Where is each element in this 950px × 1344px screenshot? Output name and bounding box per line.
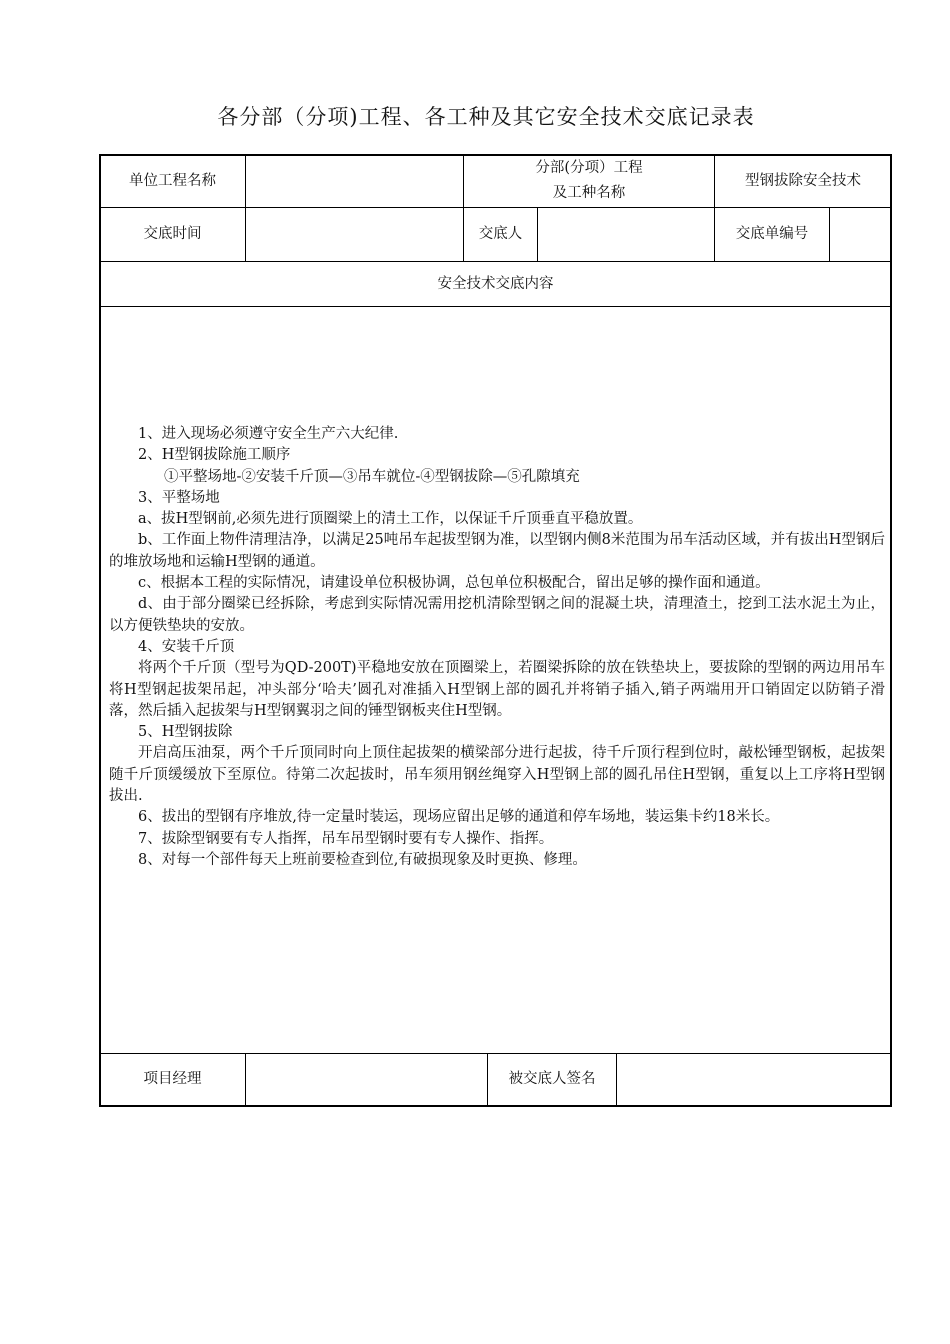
- disclosure-time-label: 交底时间: [143, 226, 202, 242]
- content-paragraph: 3、平整场地: [138, 489, 220, 506]
- sub-project-field[interactable]: 型钢拔除安全技术: [745, 172, 861, 189]
- disclosure-time-field[interactable]: [246, 208, 463, 261]
- content-paragraph: 1、进入现场必须遵守安全生产六大纪律.: [138, 426, 399, 442]
- content-paragraph: d、由于部分圈梁已经拆除，考虑到实际情况需用挖机清除型钢之间的混凝土块，清理渣土，挖到工法水泥土为止，以方便铁垫块的安放。: [109, 596, 885, 634]
- project-manager-field[interactable]: [246, 1054, 487, 1105]
- content-paragraph: 5、H型钢拔除: [138, 724, 233, 741]
- sub-project-label-line2: 及工种名称: [552, 185, 626, 201]
- project-manager-label: 项目经理: [143, 1071, 202, 1087]
- row-divider: [100, 306, 891, 307]
- content-paragraph: a、拔H型钢前,必须先进行顶圈梁上的清土工作，以保证千斤顶垂直平稳放置。: [138, 511, 643, 528]
- content-paragraph: 将两个千斤顶（型号为QD-200T)平稳地安放在顶圈梁上，若圈梁拆除的放在铁垫块上，要拔除的型钢的两边用吊车将H型钢起拔架吊起，冲头部分‘哈夫’圆孔对准插入H型钢上部的圆孔并将销子插入,销子两端用开口销固定以防销子滑落，然后插入起拔架与H型钢翼羽之间的锤型钢板夹住H型钢。: [109, 660, 885, 719]
- signee-field[interactable]: [617, 1054, 891, 1105]
- unit-project-label: 单位工程名称: [129, 172, 216, 189]
- page-title: 各分部（分项)工程、各工种及其它安全技术交底记录表: [217, 105, 755, 129]
- content-paragraph: 8、对每一个部件每天上班前要检查到位,有破损现象及时更换、修理。: [138, 851, 587, 868]
- content-paragraph: 6、拔出的型钢有序堆放,待一定量时装运，现场应留出足够的通道和停车场地，装运集卡约18米长。: [138, 809, 780, 826]
- content-paragraph: ①平整场地-②安装千斤顶—③吊车就位-④型钢拔除—⑤孔隙填充: [164, 468, 580, 485]
- sub-project-label: [464, 155, 714, 207]
- form-number-field[interactable]: [830, 208, 891, 261]
- sub-project-label-line1: 分部(分项）工程: [535, 160, 643, 176]
- form-number-label: 交底单编号: [735, 226, 809, 242]
- content-paragraph: b、工作面上物件清理洁净，以满足25吨吊车起拔型钢为准，以型钢内侧8米范围为吊车活动区域，并有拔出H型钢后的堆放场地和运输H型钢的通道。: [109, 532, 885, 570]
- content-paragraph: 开启高压油泵，两个千斤顶同时向上顶住起拔架的横梁部分进行起拔，待千斤顶行程到位时，敲松锤型钢板，起拔架随千斤顶缓缓放下至原位。待第二次起拔时，吊车须用钢丝绳穿入H型钢上部的圆孔吊住H型钢，重复以上工序将H型钢拔出.: [109, 745, 885, 805]
- content-paragraph: c、根据本工程的实际情况，请建设单位积极协调，总包单位积极配合，留出足够的操作面和通道。: [138, 575, 770, 592]
- signee-label: 被交底人签名: [508, 1071, 596, 1087]
- discloser-field[interactable]: [538, 208, 714, 261]
- unit-project-field[interactable]: [246, 155, 463, 207]
- discloser-label: 交底人: [478, 226, 523, 242]
- disclosure-content: [109, 424, 885, 871]
- section-title: 安全技术交底内容: [437, 275, 554, 292]
- content-paragraph: 7、拔除型钢要有专人指挥，吊车吊型钢时要有专人操作、指挥。: [138, 830, 554, 847]
- content-paragraph: 4、安装千斤顶: [138, 638, 235, 655]
- content-paragraph: 2、H型钢拔除施工顺序: [138, 447, 291, 464]
